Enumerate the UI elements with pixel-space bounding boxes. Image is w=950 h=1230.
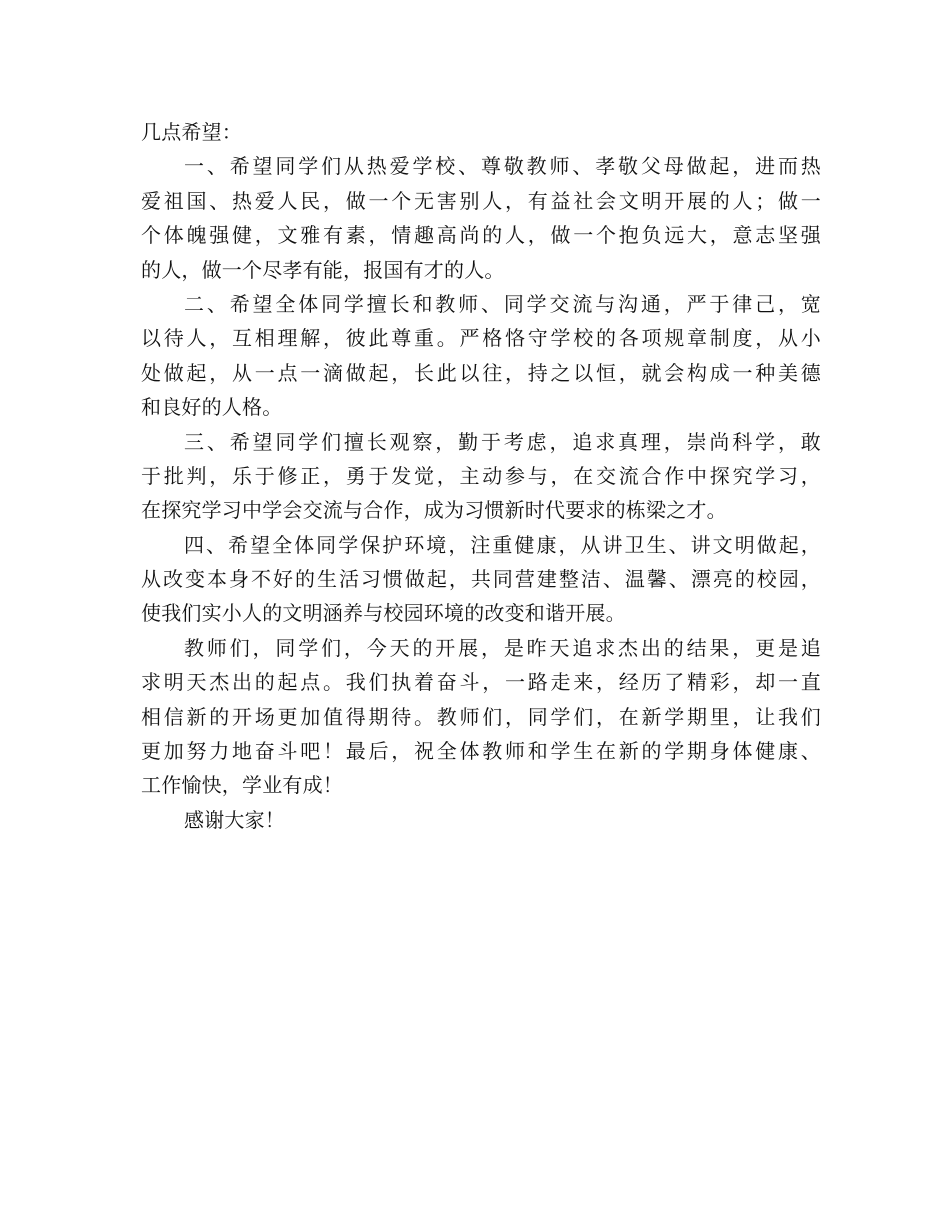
- text-line: 从改变本身不好的生活习惯做起，共同营建整洁、温馨、漂亮的校园，: [141, 567, 821, 592]
- text-line: 更加努力地奋斗吧！最后，祝全体教师和学生在新的学期身体健康、: [141, 739, 821, 764]
- text-line: 于批判，乐于修正，勇于发觉，主动参与，在交流合作中探究学习，: [141, 463, 821, 488]
- text-line: 以待人，互相理解，彼此尊重。严格恪守学校的各项规章制度，从小: [141, 326, 821, 351]
- text-line: 相信新的开场更加值得期待。教师们，同学们，在新学期里，让我们: [141, 704, 821, 729]
- text-line: 求明天杰出的起点。我们执着奋斗，一路走来，经历了精彩，却一直: [141, 670, 821, 695]
- text-line: 工作愉快，学业有成！: [141, 773, 343, 798]
- text-line: 处做起，从一点一滴做起，长此以往，持之以恒，就会构成一种美德: [141, 360, 821, 385]
- text-line: 在探究学习中学会交流与合作，成为习惯新时代要求的栋梁之才。: [141, 498, 727, 523]
- document-body: [141, 115, 821, 837]
- text-line: 的人，做一个尽孝有能，报国有才的人。: [141, 257, 505, 282]
- text-line: 四、希望全体同学保护环境，注重健康，从讲卫生、讲文明做起，: [184, 532, 821, 557]
- text-line: 一、希望同学们从热爱学校、尊敬教师、孝敬父母做起，进而热: [184, 154, 821, 179]
- text-line: 和良好的人格。: [141, 395, 283, 420]
- text-line: 感谢大家！: [184, 807, 285, 832]
- document-heading: 几点希望：: [141, 120, 242, 144]
- text-line: 使我们实小人的文明涵养与校园环境的改变和谐开展。: [141, 601, 626, 626]
- text-line: 个体魄强健，文雅有素，情趣高尚的人，做一个抱负远大，意志坚强: [141, 223, 821, 248]
- text-line: 教师们，同学们，今天的开展，是昨天追求杰出的结果，更是追: [184, 635, 821, 660]
- text-line: 二、希望全体同学擅长和教师、同学交流与沟通，严于律己，宽: [184, 291, 821, 316]
- text-line: 爱祖国、热爱人民，做一个无害别人，有益社会文明开展的人；做一: [141, 188, 821, 213]
- text-line: 三、希望同学们擅长观察，勤于考虑，追求真理，崇尚科学，敢: [184, 429, 821, 454]
